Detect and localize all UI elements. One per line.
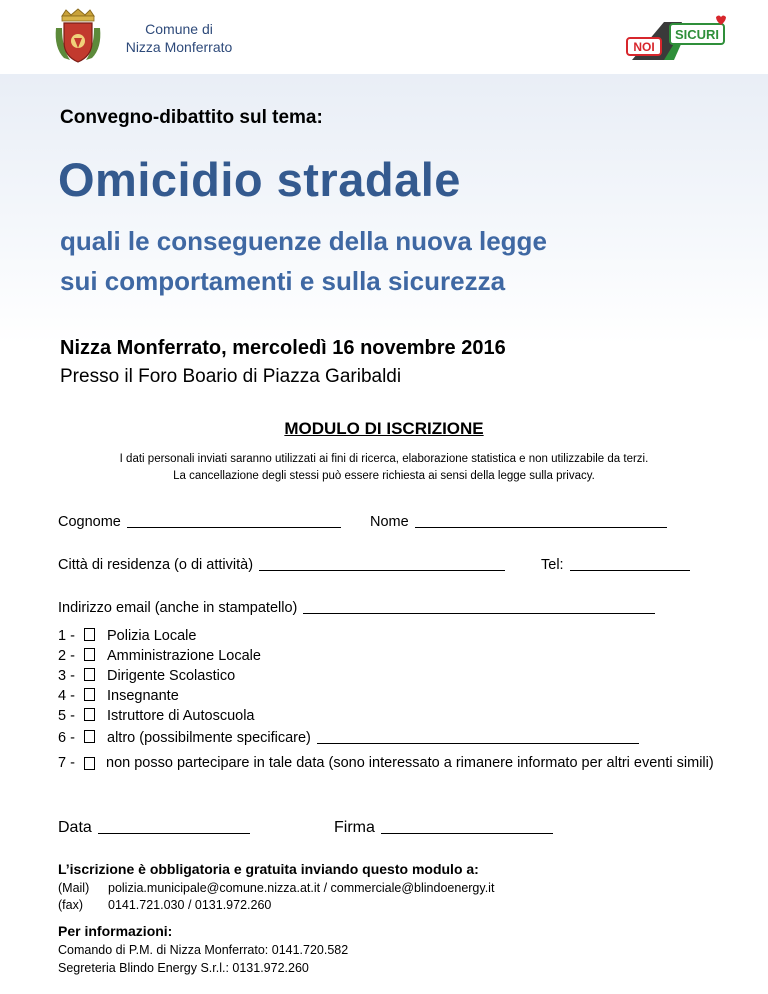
option-number: 3 -: [58, 668, 75, 684]
other-specify-input-line[interactable]: [317, 728, 639, 744]
option-checkbox[interactable]: [84, 708, 95, 721]
comune-name: [114, 20, 244, 56]
event-title: Omicidio stradale: [58, 153, 461, 206]
option-checkbox[interactable]: [84, 688, 95, 701]
cognome-input-line[interactable]: [127, 512, 341, 528]
mail-value[interactable]: polizia.municipale@comune.nizza.at.it / commerciale@blindoenergy.it: [108, 881, 495, 895]
citta-field: [58, 555, 505, 573]
fax-value: 0141.721.030 / 0131.972.260: [108, 898, 272, 912]
info-line1: Comando di P.M. di Nizza Monferrato: 0141.720.582: [58, 943, 349, 957]
privacy-line2: La cancellazione degli stessi può essere richiesta ai sensi della legge sulla privacy.: [173, 470, 595, 482]
option-checkbox[interactable]: [84, 757, 95, 770]
registration-mail-row: [58, 881, 494, 895]
firma-field: [334, 818, 553, 837]
info-line2: Segreteria Blindo Energy S.r.l.: 0131.972.260: [58, 961, 309, 975]
option-checkbox[interactable]: [84, 628, 95, 641]
road-heart-logo-icon: [624, 14, 730, 62]
email-field: [58, 598, 655, 616]
option-number: 7 -: [58, 755, 75, 771]
event-subtitle-line2: sui comportamenti e sulla sicurezza: [60, 266, 506, 296]
option-label: Insegnante: [107, 688, 179, 704]
privacy-notice: [0, 451, 768, 485]
tel-label: Tel:: [541, 557, 564, 573]
option-item: [58, 708, 255, 724]
nome-field: [370, 512, 667, 530]
tel-input-line[interactable]: [570, 555, 690, 571]
option-label: altro (possibilmente specificare): [107, 730, 311, 746]
option-number: 6 -: [58, 730, 75, 746]
nome-label: Nome: [370, 514, 409, 530]
form-title: MODULO DI ISCRIZIONE: [284, 419, 484, 438]
comune-line2: Nizza Monferrato: [125, 39, 233, 55]
option-label: Istruttore di Autoscuola: [107, 708, 255, 724]
email-input-line[interactable]: [303, 598, 655, 614]
logo-sicuri-text: SICURI: [674, 27, 720, 42]
cognome-label: Cognome: [58, 514, 121, 530]
citta-input-line[interactable]: [259, 555, 505, 571]
option-checkbox[interactable]: [84, 730, 95, 743]
option-label: Amministrazione Locale: [107, 648, 261, 664]
registration-fax-row: [58, 898, 271, 912]
event-subtitle-line1: quali le conseguenze della nuova legge: [60, 226, 547, 256]
option-item: [58, 668, 235, 684]
option-item: [58, 648, 261, 664]
fax-label: (fax): [58, 898, 83, 912]
firma-input-line[interactable]: [381, 818, 553, 834]
comune-line1: Comune di: [145, 21, 213, 37]
option-checkbox[interactable]: [84, 668, 95, 681]
event-date: Nizza Monferrato, mercoledì 16 novembre 2016: [60, 337, 506, 359]
option-number: 4 -: [58, 688, 75, 704]
firma-label: Firma: [334, 819, 375, 836]
option-label: Polizia Locale: [107, 628, 197, 644]
data-field: [58, 818, 250, 837]
mail-label: (Mail): [58, 881, 90, 895]
option-number: 5 -: [58, 708, 75, 724]
coat-of-arms-icon: [52, 8, 104, 68]
event-subject: Convegno-dibattito sul tema:: [60, 107, 323, 128]
option-item: [58, 688, 179, 704]
data-label: Data: [58, 819, 92, 836]
logo-noi-text: NOI: [633, 40, 655, 54]
option-item: [58, 628, 196, 644]
option-label: Dirigente Scolastico: [107, 668, 236, 684]
option-label: non posso partecipare in tale data (sono interessato a rimanere informato per altri eventi simili): [106, 755, 714, 771]
option-item: [58, 728, 639, 746]
nome-input-line[interactable]: [415, 512, 667, 528]
option-number: 2 -: [58, 648, 75, 664]
option-checkbox[interactable]: [84, 648, 95, 661]
tel-field: [541, 555, 690, 573]
privacy-line1: I dati personali inviati saranno utilizzati ai fini di ricerca, elaborazione statistica e non utilizzabile da terzi.: [119, 453, 649, 465]
citta-label: Città di residenza (o di attività): [58, 557, 254, 573]
data-input-line[interactable]: [98, 818, 250, 834]
event-venue: Presso il Foro Boario di Piazza Garibaldi: [60, 366, 402, 387]
info-heading: Per informazioni:: [58, 923, 173, 939]
email-label: Indirizzo email (anche in stampatello): [58, 600, 298, 616]
registration-heading: L’iscrizione è obbligatoria e gratuita inviando questo modulo a:: [58, 861, 479, 877]
option-number: 1 -: [58, 628, 75, 644]
cognome-field: [58, 512, 341, 530]
